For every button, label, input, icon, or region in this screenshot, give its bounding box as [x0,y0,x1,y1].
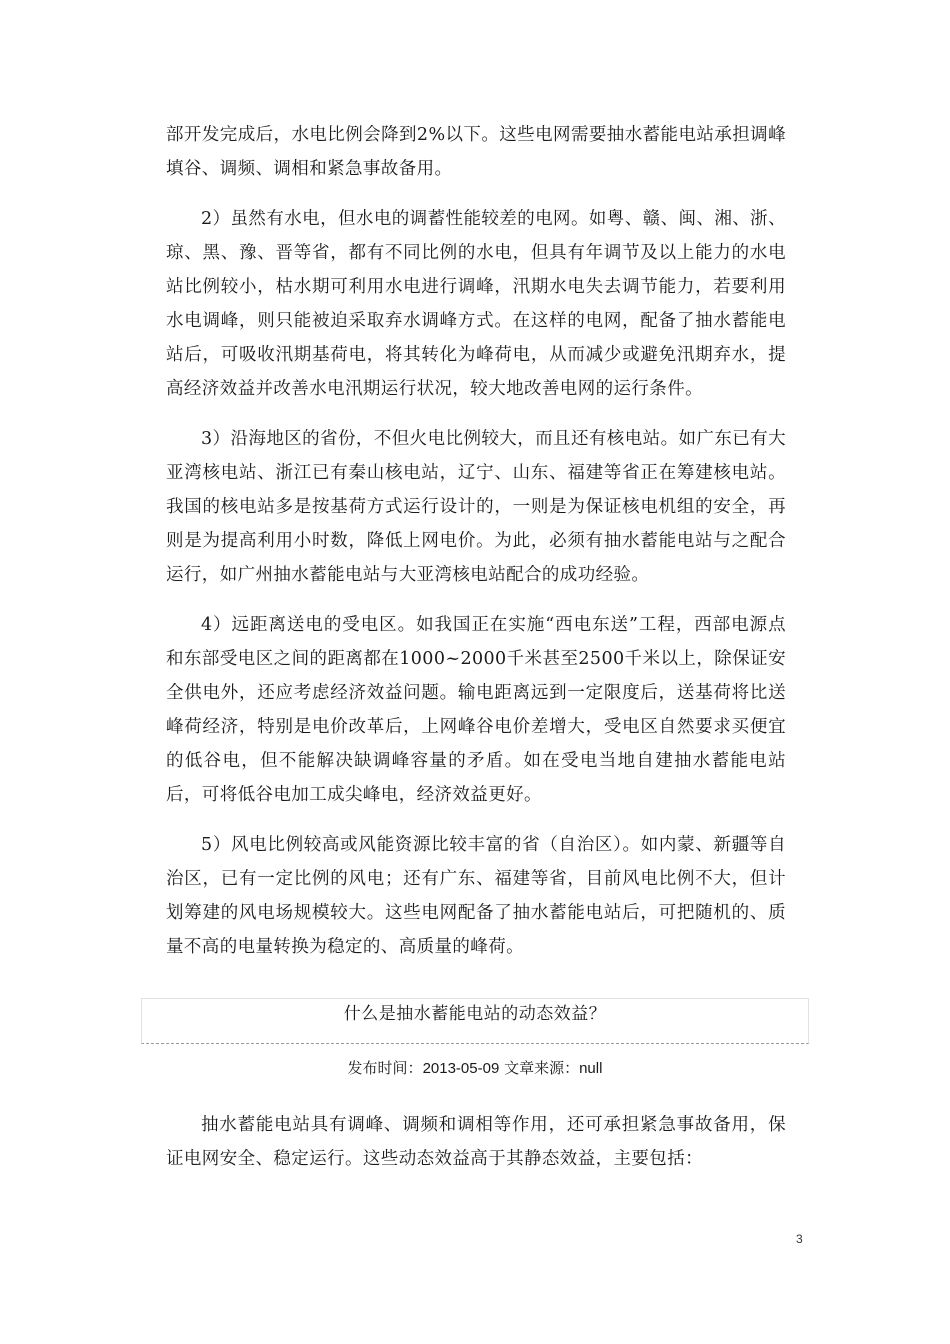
article-meta [141,1056,809,1081]
paragraph-item-2: 2）虽然有水电，但水电的调蓄性能较差的电网。如粤、赣、闽、湘、浙、琼、黑、豫、晋等省，都有不同比例的水电，但具有年调节及以上能力的水电站比例较小，枯水期可利用水电进行调峰，汛期水电失去调节能力，若要利用水电调峰，则只能被迫采取弃水调峰方式。在这样的电网，配备了抽水蓄能电站后，可吸收汛期基荷电，将其转化为峰荷电，从而减少或避免汛期弃水，提高经济效益并改善水电汛期运行状况，较大地改善电网的运行条件。 [166,209,786,399]
body-text [166,118,786,964]
paragraph-item-3: 3）沿海地区的省份，不但火电比例较大，而且还有核电站。如广东已有大亚湾核电站、浙江已有秦山核电站，辽宁、山东、福建等省正在筹建核电站。我国的核电站多是按基荷方式运行设计的，一则是为保证核电机组的安全，再则是为提高利用小时数，降低上网电价。为此，必须有抽水蓄能电站与之配合运行，如广州抽水蓄能电站与大亚湾核电站配合的成功经验。 [166,429,786,585]
article-title: 什么是抽水蓄能电站的动态效益？ [343,1004,607,1024]
article-title-box [141,998,809,1044]
paragraph-item-4: 4）远距离送电的受电区。如我国正在实施“西电东送”工程，西部电源点和东部受电区之间的距离都在1000~2000千米甚至2500千米以上，除保证安全供电外，还应考虑经济效益问题。输电距离远到一定限度后，送基荷将比送峰荷经济，特别是电价改革后，上网峰谷电价差增大，受电区自然要求买便宜的低谷电，但不能解决缺调峰容量的矛盾。如在受电当地自建抽水蓄能电站后，可将低谷电加工成尖峰电，经济效益更好。 [166,615,786,805]
page-number: 3 [796,1232,803,1246]
article-body [166,1108,786,1176]
paragraph-continued: 部开发完成后，水电比例会降到2%以下。这些电网需要抽水蓄能电站承担调峰填谷、调频、调相和紧急事故备用。 [166,125,786,179]
publish-date: 2013-05-09 [422,1060,500,1077]
paragraph-item-5: 5）风电比例较高或风能资源比较丰富的省（自治区）。如内蒙、新疆等自治区，已有一定比例的风电；还有广东、福建等省，目前风电比例不大，但计划筹建的风电场规模较大。这些电网配备了抽水蓄能电站后，可把随机的、质量不高的电量转换为稳定的、高质量的峰荷。 [166,835,786,957]
publish-time-label: 发布时间： [347,1059,423,1077]
article-intro: 抽水蓄能电站具有调峰、调频和调相等作用，还可承担紧急事故备用，保证电网安全、稳定运行。这些动态效益高于其静态效益，主要包括： [166,1115,786,1169]
source-label: 文章来源： [499,1059,580,1077]
source-value: null [579,1060,603,1077]
